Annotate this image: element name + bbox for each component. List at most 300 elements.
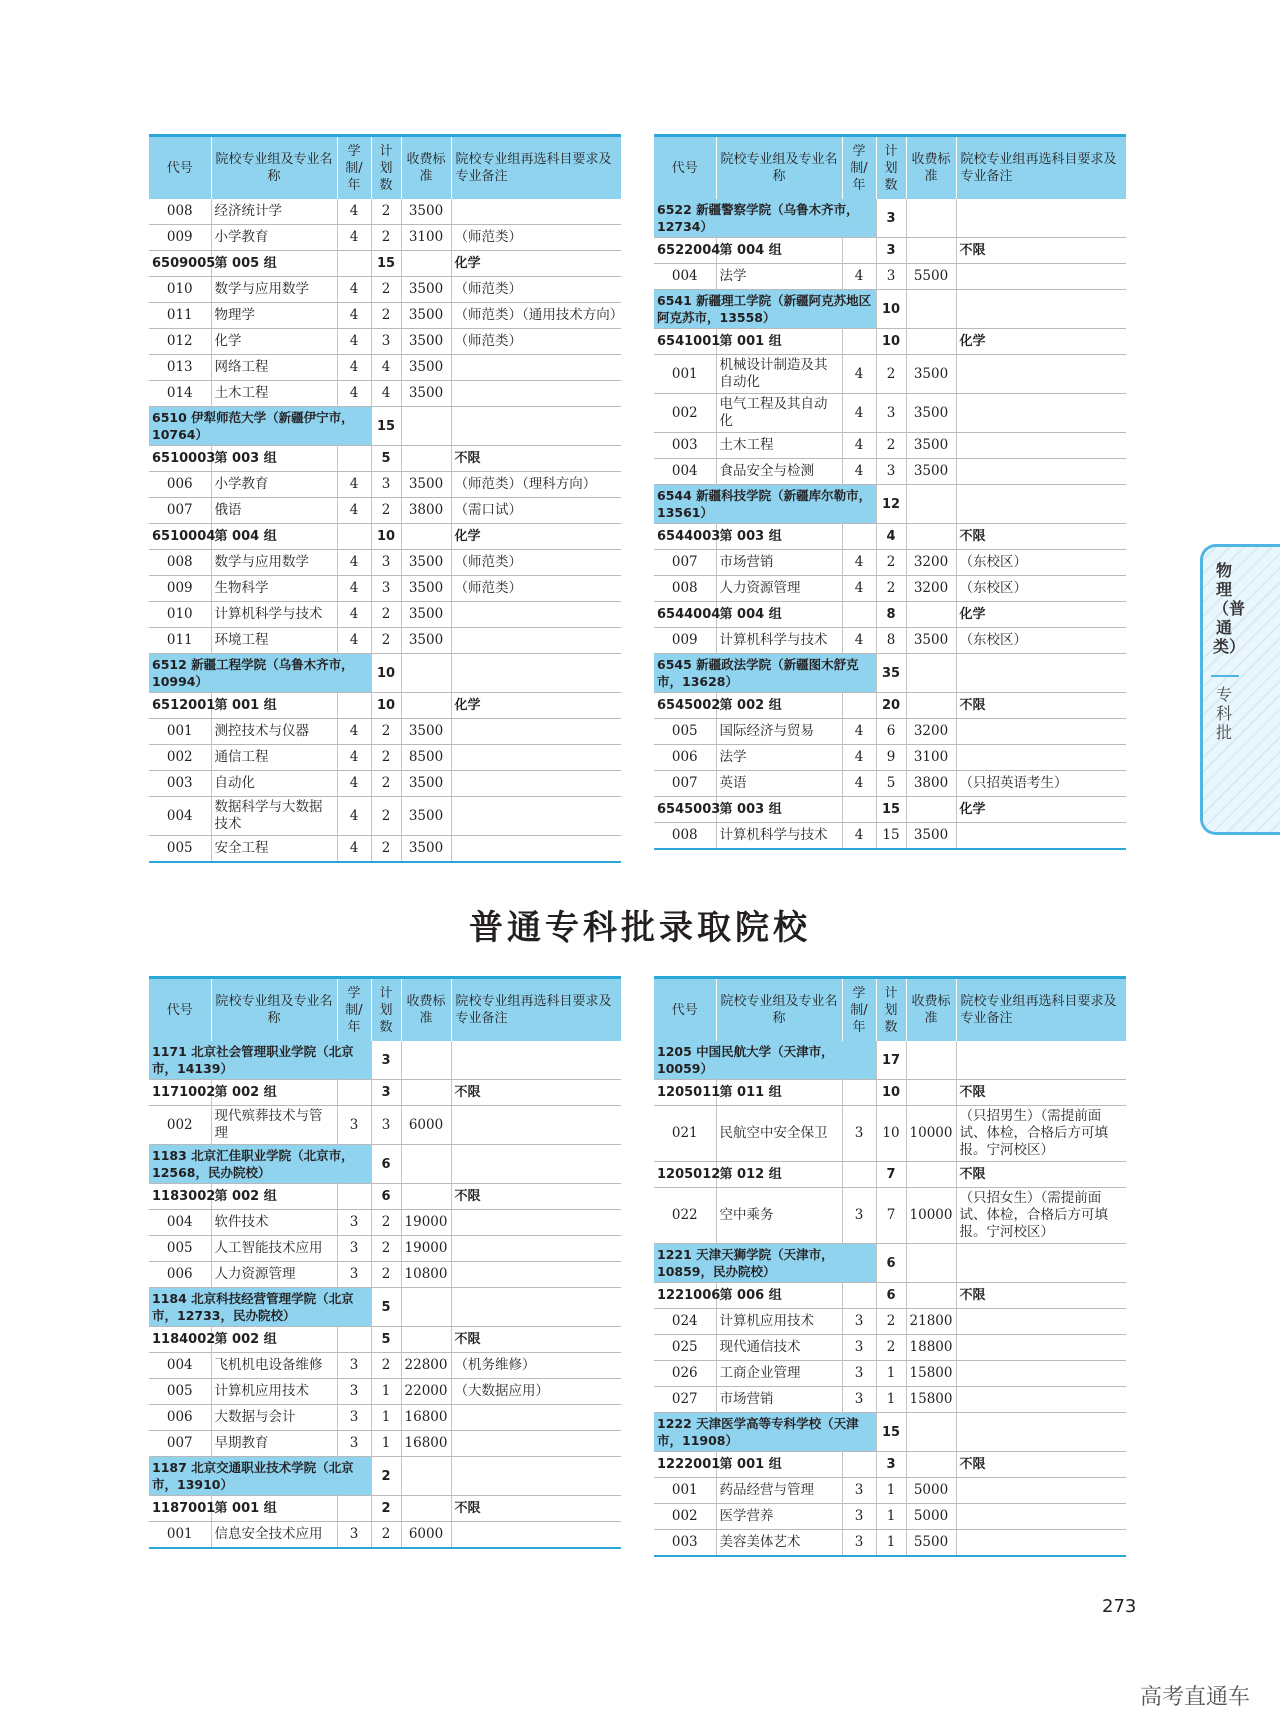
major-row xyxy=(654,1361,1126,1387)
group-name: 第 003 组 xyxy=(211,446,337,472)
major-fee: 3200 xyxy=(906,719,956,745)
major-row xyxy=(654,1106,1126,1162)
major-fee: 18800 xyxy=(906,1335,956,1361)
major-years: 4 xyxy=(337,381,371,407)
major-fee: 3500 xyxy=(401,797,451,836)
major-years: 4 xyxy=(337,797,371,836)
empty-cell xyxy=(842,1162,876,1188)
major-code: 008 xyxy=(654,823,716,850)
group-name: 第 005 组 xyxy=(211,251,337,277)
university-name: 6510 伊犁师范大学（新疆伊宁市，10764） xyxy=(149,407,371,446)
university-name: 6545 新疆政法学院（新疆图木舒克市，13628） xyxy=(654,654,876,693)
major-plan: 1 xyxy=(371,1431,401,1457)
major-row xyxy=(149,1262,621,1288)
group-row xyxy=(149,693,621,719)
header-code: 代号 xyxy=(654,136,716,200)
university-row xyxy=(654,199,1126,238)
empty-cell xyxy=(906,1244,956,1283)
major-years: 4 xyxy=(842,576,876,602)
university-name: 1222 天津医学高等专科学校（天津市，11908） xyxy=(654,1413,876,1452)
major-plan: 1 xyxy=(876,1387,906,1413)
header-fee: 收费标准 xyxy=(401,136,451,200)
major-years: 4 xyxy=(842,628,876,654)
major-note xyxy=(956,394,1126,433)
header-req: 院校专业组再选科目要求及专业备注 xyxy=(451,978,621,1042)
major-code: 021 xyxy=(654,1106,716,1162)
major-row xyxy=(149,1405,621,1431)
major-fee: 3200 xyxy=(906,576,956,602)
major-code: 003 xyxy=(149,771,211,797)
empty-cell xyxy=(842,329,876,355)
major-years: 4 xyxy=(842,771,876,797)
major-code: 002 xyxy=(149,745,211,771)
university-plan: 6 xyxy=(371,1145,401,1184)
major-years: 4 xyxy=(842,745,876,771)
group-name: 第 004 组 xyxy=(716,602,842,628)
major-note: （需口试） xyxy=(454,502,522,518)
group-row xyxy=(149,446,621,472)
group-name: 第 003 组 xyxy=(716,524,842,550)
major-name: 英语 xyxy=(716,771,842,797)
group-code: 1184002 xyxy=(149,1327,211,1353)
major-years: 4 xyxy=(337,745,371,771)
group-name: 第 006 组 xyxy=(716,1283,842,1309)
major-row xyxy=(654,1309,1126,1335)
table-header-row xyxy=(149,978,621,1042)
empty-cell xyxy=(906,693,956,719)
group-requirement: 不限 xyxy=(959,1457,986,1472)
empty-cell xyxy=(956,199,1126,238)
major-years: 3 xyxy=(337,1379,371,1405)
major-plan: 3 xyxy=(371,576,401,602)
major-years: 4 xyxy=(337,498,371,524)
header-name: 院校专业组及专业名称 xyxy=(716,136,842,200)
major-fee: 22800 xyxy=(401,1353,451,1379)
section-title: 普通专科批录取院校 xyxy=(469,908,811,948)
major-code: 001 xyxy=(654,355,716,394)
empty-cell xyxy=(337,1327,371,1353)
university-name: 1183 北京汇佳职业学院（北京市，12568，民办院校） xyxy=(149,1145,371,1184)
major-row xyxy=(149,277,621,303)
major-note xyxy=(451,1405,621,1431)
empty-cell xyxy=(906,1041,956,1080)
major-name: 测控技术与仪器 xyxy=(211,719,337,745)
header-fee: 收费标准 xyxy=(906,136,956,200)
university-plan: 3 xyxy=(371,1041,401,1080)
major-code: 002 xyxy=(654,394,716,433)
major-name: 网络工程 xyxy=(211,355,337,381)
major-code: 010 xyxy=(149,602,211,628)
university-row xyxy=(149,654,621,693)
major-years: 4 xyxy=(842,823,876,850)
major-fee: 3100 xyxy=(906,745,956,771)
header-plan: 计划数 xyxy=(876,136,906,200)
major-name: 大数据与会计 xyxy=(211,1405,337,1431)
major-plan: 2 xyxy=(876,576,906,602)
header-req: 院校专业组再选科目要求及专业备注 xyxy=(956,978,1126,1042)
major-name: 通信工程 xyxy=(211,745,337,771)
major-name: 俄语 xyxy=(211,498,337,524)
group-plan: 3 xyxy=(876,1452,906,1478)
major-plan: 2 xyxy=(876,355,906,394)
empty-cell xyxy=(956,654,1126,693)
major-fee: 3500 xyxy=(401,277,451,303)
major-code: 011 xyxy=(149,628,211,654)
group-code: 6512001 xyxy=(149,693,211,719)
major-row xyxy=(149,1236,621,1262)
major-note xyxy=(451,719,621,745)
group-code: 6509005 xyxy=(149,251,211,277)
empty-cell xyxy=(906,329,956,355)
major-note xyxy=(451,1522,621,1549)
major-code: 013 xyxy=(149,355,211,381)
major-code: 003 xyxy=(654,433,716,459)
major-code: 008 xyxy=(149,550,211,576)
major-plan: 2 xyxy=(371,199,401,225)
major-years: 3 xyxy=(337,1106,371,1145)
major-years: 3 xyxy=(842,1106,876,1162)
major-note xyxy=(956,1387,1126,1413)
header-req: 院校专业组再选科目要求及专业备注 xyxy=(956,136,1126,200)
major-code: 004 xyxy=(654,459,716,485)
major-fee: 3500 xyxy=(401,199,451,225)
group-requirement: 化学 xyxy=(454,256,481,271)
header-years: 学制/年 xyxy=(337,978,371,1042)
major-fee: 15800 xyxy=(906,1361,956,1387)
major-years: 3 xyxy=(842,1309,876,1335)
major-fee: 3500 xyxy=(906,628,956,654)
major-note xyxy=(451,381,621,407)
major-code: 007 xyxy=(149,1431,211,1457)
major-plan: 2 xyxy=(371,745,401,771)
major-name: 数据科学与大数据技术 xyxy=(211,797,337,836)
group-name: 第 001 组 xyxy=(211,1496,337,1522)
major-note xyxy=(956,1309,1126,1335)
university-name: 1187 北京交通职业技术学院（北京市，13910） xyxy=(149,1457,371,1496)
header-plan: 计划数 xyxy=(371,978,401,1042)
admission-table-top-right xyxy=(654,134,1126,850)
major-plan: 2 xyxy=(371,797,401,836)
group-requirement: 不限 xyxy=(454,1501,481,1516)
major-plan: 2 xyxy=(371,1262,401,1288)
major-row xyxy=(654,823,1126,850)
empty-cell xyxy=(337,446,371,472)
major-name: 计算机应用技术 xyxy=(716,1309,842,1335)
major-years: 4 xyxy=(842,264,876,290)
major-note xyxy=(956,433,1126,459)
major-note xyxy=(956,264,1126,290)
group-row xyxy=(654,797,1126,823)
major-code: 002 xyxy=(654,1504,716,1530)
major-fee: 8500 xyxy=(401,745,451,771)
major-name: 飞机机电设备维修 xyxy=(211,1353,337,1379)
major-code: 007 xyxy=(654,771,716,797)
major-code: 005 xyxy=(654,719,716,745)
major-fee: 10000 xyxy=(906,1188,956,1244)
major-plan: 2 xyxy=(371,602,401,628)
major-row xyxy=(654,576,1126,602)
major-fee: 3500 xyxy=(906,823,956,850)
group-name: 第 001 组 xyxy=(211,693,337,719)
major-years: 3 xyxy=(842,1478,876,1504)
group-name: 第 001 组 xyxy=(716,1452,842,1478)
group-requirement: 不限 xyxy=(959,698,986,713)
group-requirement: 不限 xyxy=(959,243,986,258)
university-plan: 2 xyxy=(371,1457,401,1496)
group-name: 第 002 组 xyxy=(211,1080,337,1106)
major-plan: 10 xyxy=(876,1106,906,1162)
major-note: （师范类） xyxy=(454,281,522,297)
major-row xyxy=(149,576,621,602)
major-name: 药品经营与管理 xyxy=(716,1478,842,1504)
empty-cell xyxy=(956,290,1126,329)
major-code: 003 xyxy=(654,1530,716,1557)
major-years: 4 xyxy=(842,433,876,459)
empty-cell xyxy=(401,654,451,693)
major-name: 市场营销 xyxy=(716,550,842,576)
major-plan: 2 xyxy=(371,225,401,251)
major-row xyxy=(149,1379,621,1405)
group-plan: 6 xyxy=(876,1283,906,1309)
major-years: 3 xyxy=(842,1530,876,1557)
major-years: 3 xyxy=(842,1335,876,1361)
group-requirement: 不限 xyxy=(959,1085,986,1100)
major-years: 4 xyxy=(337,225,371,251)
major-fee: 10000 xyxy=(906,1106,956,1162)
major-fee: 3500 xyxy=(401,329,451,355)
major-row xyxy=(654,771,1126,797)
group-code: 6544003 xyxy=(654,524,716,550)
major-note xyxy=(956,745,1126,771)
major-fee: 19000 xyxy=(401,1236,451,1262)
major-note: （师范类） xyxy=(454,580,522,596)
major-note: （只招英语考生） xyxy=(959,775,1068,791)
major-years: 4 xyxy=(337,355,371,381)
university-name: 6541 新疆理工学院（新疆阿克苏地区阿克苏市，13558） xyxy=(654,290,876,329)
university-plan: 10 xyxy=(371,654,401,693)
major-code: 009 xyxy=(654,628,716,654)
major-row xyxy=(149,797,621,836)
major-row xyxy=(149,628,621,654)
admission-table-bottom-right xyxy=(654,976,1126,1557)
empty-cell xyxy=(451,407,621,446)
university-name: 1171 北京社会管理职业学院（北京市，14139） xyxy=(149,1041,371,1080)
major-note xyxy=(451,628,621,654)
university-row xyxy=(654,654,1126,693)
group-requirement: 不限 xyxy=(454,1189,481,1204)
major-years: 4 xyxy=(337,771,371,797)
major-fee: 3500 xyxy=(906,355,956,394)
university-row xyxy=(654,1413,1126,1452)
major-plan: 4 xyxy=(371,355,401,381)
empty-cell xyxy=(956,1041,1126,1080)
major-note xyxy=(451,1431,621,1457)
major-code: 007 xyxy=(149,498,211,524)
group-row xyxy=(149,1080,621,1106)
major-row xyxy=(654,1387,1126,1413)
group-requirement: 不限 xyxy=(454,451,481,466)
admission-table-top-left xyxy=(149,134,624,863)
empty-cell xyxy=(842,797,876,823)
major-row xyxy=(149,1522,621,1549)
major-years: 4 xyxy=(337,628,371,654)
university-name: 6512 新疆工程学院（乌鲁木齐市，10994） xyxy=(149,654,371,693)
major-plan: 1 xyxy=(876,1504,906,1530)
major-code: 006 xyxy=(149,1262,211,1288)
major-fee: 3500 xyxy=(906,394,956,433)
group-name: 第 002 组 xyxy=(716,693,842,719)
group-code: 6522004 xyxy=(654,238,716,264)
group-name: 第 002 组 xyxy=(211,1327,337,1353)
major-note: （东校区） xyxy=(959,632,1027,648)
major-row xyxy=(654,1335,1126,1361)
major-note: （师范类） xyxy=(454,554,522,570)
major-note xyxy=(451,1236,621,1262)
major-code: 004 xyxy=(149,797,211,836)
major-years: 4 xyxy=(337,303,371,329)
group-plan: 10 xyxy=(876,1080,906,1106)
header-years: 学制/年 xyxy=(337,136,371,200)
major-code: 006 xyxy=(149,472,211,498)
header-fee: 收费标准 xyxy=(401,978,451,1042)
group-requirement: 化学 xyxy=(454,698,481,713)
group-code: 6510003 xyxy=(149,446,211,472)
major-note xyxy=(956,1478,1126,1504)
major-fee: 15800 xyxy=(906,1387,956,1413)
major-row xyxy=(149,498,621,524)
university-row xyxy=(654,1041,1126,1080)
major-fee: 3100 xyxy=(401,225,451,251)
major-note xyxy=(451,1262,621,1288)
header-code: 代号 xyxy=(149,978,211,1042)
major-name: 计算机科学与技术 xyxy=(716,823,842,850)
university-row xyxy=(149,1041,621,1080)
major-fee: 3500 xyxy=(401,628,451,654)
major-fee: 3200 xyxy=(906,550,956,576)
group-plan: 3 xyxy=(371,1080,401,1106)
major-row xyxy=(654,1504,1126,1530)
major-plan: 2 xyxy=(876,1335,906,1361)
empty-cell xyxy=(906,199,956,238)
major-code: 001 xyxy=(149,719,211,745)
major-years: 3 xyxy=(842,1188,876,1244)
major-plan: 3 xyxy=(876,459,906,485)
major-plan: 3 xyxy=(371,550,401,576)
major-name: 早期教育 xyxy=(211,1431,337,1457)
major-code: 008 xyxy=(654,576,716,602)
major-fee: 3500 xyxy=(401,550,451,576)
university-name: 6522 新疆警察学院（乌鲁木齐市，12734） xyxy=(654,199,876,238)
major-plan: 2 xyxy=(371,277,401,303)
group-row xyxy=(149,1496,621,1522)
group-plan: 20 xyxy=(876,693,906,719)
major-row xyxy=(654,355,1126,394)
major-note xyxy=(956,1530,1126,1557)
table-header-row xyxy=(654,978,1126,1042)
major-fee: 3500 xyxy=(401,719,451,745)
major-plan: 2 xyxy=(876,550,906,576)
empty-cell xyxy=(451,654,621,693)
major-note xyxy=(956,823,1126,850)
empty-cell xyxy=(906,290,956,329)
major-row xyxy=(149,550,621,576)
university-name: 1205 中国民航大学（天津市，10059） xyxy=(654,1041,876,1080)
university-name: 6544 新疆科技学院（新疆库尔勒市，13561） xyxy=(654,485,876,524)
major-years: 3 xyxy=(337,1353,371,1379)
table-header-row xyxy=(654,136,1126,200)
major-note: （东校区） xyxy=(959,554,1027,570)
major-note xyxy=(451,836,621,863)
side-tab xyxy=(1200,544,1280,835)
major-note: （师范类） xyxy=(454,229,522,245)
major-name: 美容美体艺术 xyxy=(716,1530,842,1557)
group-requirement: 不限 xyxy=(454,1085,481,1100)
empty-cell xyxy=(337,1496,371,1522)
major-row xyxy=(654,433,1126,459)
major-name: 计算机科学与技术 xyxy=(211,602,337,628)
major-fee: 3500 xyxy=(401,771,451,797)
major-row xyxy=(149,836,621,863)
empty-cell xyxy=(842,1080,876,1106)
group-name: 第 004 组 xyxy=(716,238,842,264)
university-plan: 17 xyxy=(876,1041,906,1080)
group-code: 1187001 xyxy=(149,1496,211,1522)
major-name: 土木工程 xyxy=(716,433,842,459)
empty-cell xyxy=(842,1283,876,1309)
header-name: 院校专业组及专业名称 xyxy=(716,978,842,1042)
major-name: 民航空中安全保卫 xyxy=(716,1106,842,1162)
major-years: 4 xyxy=(842,355,876,394)
major-plan: 2 xyxy=(371,771,401,797)
major-code: 012 xyxy=(149,329,211,355)
major-name: 机械设计制造及其自动化 xyxy=(716,355,842,394)
header-years: 学制/年 xyxy=(842,136,876,200)
major-fee: 3500 xyxy=(401,602,451,628)
major-plan: 2 xyxy=(876,1309,906,1335)
major-name: 土木工程 xyxy=(211,381,337,407)
major-fee: 10800 xyxy=(401,1262,451,1288)
header-fee: 收费标准 xyxy=(906,978,956,1042)
empty-cell xyxy=(842,238,876,264)
group-code: 1221006 xyxy=(654,1283,716,1309)
major-code: 006 xyxy=(149,1405,211,1431)
group-plan: 10 xyxy=(371,524,401,550)
major-code: 026 xyxy=(654,1361,716,1387)
major-note: （师范类）（理科方向） xyxy=(454,476,597,492)
major-plan: 2 xyxy=(371,1353,401,1379)
empty-cell xyxy=(451,1145,621,1184)
group-row xyxy=(149,1327,621,1353)
university-plan: 12 xyxy=(876,485,906,524)
university-row xyxy=(654,485,1126,524)
empty-cell xyxy=(401,1184,451,1210)
group-plan: 15 xyxy=(876,797,906,823)
major-fee: 3500 xyxy=(401,836,451,863)
group-requirement: 化学 xyxy=(959,802,986,817)
empty-cell xyxy=(906,654,956,693)
empty-cell xyxy=(906,1413,956,1452)
page-number: 273 xyxy=(1102,1596,1137,1617)
group-requirement: 不限 xyxy=(959,1288,986,1303)
group-code: 1183002 xyxy=(149,1184,211,1210)
major-plan: 2 xyxy=(371,1236,401,1262)
major-plan: 2 xyxy=(371,1210,401,1236)
major-row xyxy=(149,472,621,498)
major-row xyxy=(654,1188,1126,1244)
major-row xyxy=(149,355,621,381)
empty-cell xyxy=(956,485,1126,524)
major-fee: 3800 xyxy=(401,498,451,524)
